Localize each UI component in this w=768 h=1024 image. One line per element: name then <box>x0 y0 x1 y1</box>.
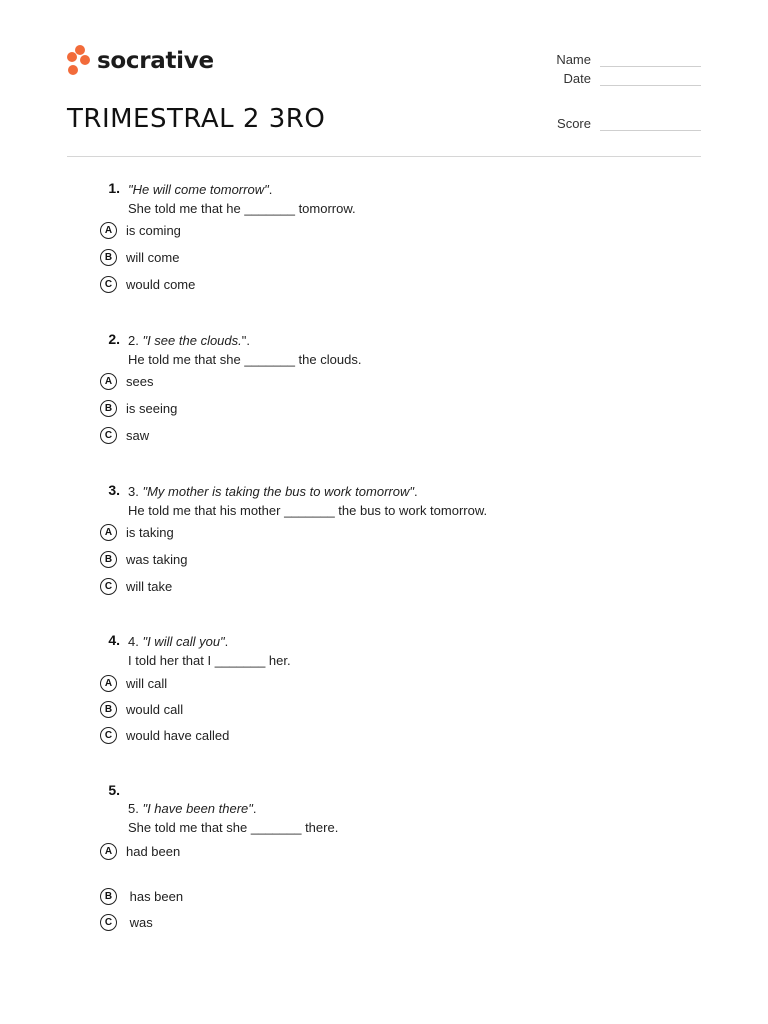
question-sentence: I told her that I _______ her. <box>128 653 291 668</box>
option-bubble[interactable]: A <box>100 222 117 239</box>
option-a[interactable] <box>100 673 167 693</box>
quote-suffix: . <box>252 801 257 816</box>
option-text: was taking <box>126 551 188 567</box>
quote: "My mother is taking the bus to work tomorrow" <box>142 484 414 499</box>
option-b[interactable] <box>100 699 183 719</box>
option-text: was <box>126 914 153 930</box>
option-bubble[interactable]: A <box>100 373 117 390</box>
option-b[interactable] <box>100 886 183 906</box>
option-a[interactable] <box>100 522 174 542</box>
name-label: Name <box>556 52 591 67</box>
option-text: has been <box>126 888 184 904</box>
page-title: TRIMESTRAL 2 3RO <box>67 104 326 134</box>
question-prompt <box>128 799 338 837</box>
question-sentence: He told me that she _______ the clouds. <box>128 352 362 367</box>
option-text: would come <box>126 276 196 292</box>
quote: "I see the clouds. <box>142 333 242 348</box>
option-text: sees <box>126 373 154 389</box>
quote: "I have been there" <box>142 801 253 816</box>
question-prompt <box>128 482 487 520</box>
question-sentence: He told me that his mother _______ the bus to work tomorrow. <box>128 503 488 518</box>
name-line <box>600 54 701 67</box>
option-bubble[interactable]: C <box>100 914 117 931</box>
question-number: 2. <box>108 331 120 347</box>
question-number: 5. <box>108 782 120 798</box>
option-text: will take <box>126 578 173 594</box>
question-sentence: She told me that he _______ tomorrow. <box>128 201 356 216</box>
option-c[interactable] <box>100 912 153 932</box>
question-number: 3. <box>108 482 120 498</box>
option-text: is coming <box>126 222 181 238</box>
date-label: Date <box>563 71 591 86</box>
option-c[interactable] <box>100 274 195 294</box>
option-bubble[interactable]: B <box>100 551 117 568</box>
quote-prefix: 3. <box>128 484 143 499</box>
option-bubble[interactable]: B <box>100 249 117 266</box>
option-text: would have called <box>126 727 230 743</box>
worksheet-header <box>0 0 768 160</box>
quote-prefix: 4. <box>128 634 143 649</box>
question-prompt <box>128 632 291 670</box>
socrative-logo-icon <box>67 44 93 78</box>
quote-suffix: . <box>413 484 418 499</box>
question-prompt <box>128 331 361 369</box>
option-bubble[interactable]: C <box>100 727 117 744</box>
option-c[interactable] <box>100 725 229 745</box>
quote-suffix: . <box>268 182 273 197</box>
quote-suffix: ". <box>241 333 250 348</box>
header-divider <box>67 156 701 157</box>
option-text: had been <box>126 843 181 859</box>
option-bubble[interactable]: B <box>100 400 117 417</box>
option-bubble[interactable]: A <box>100 675 117 692</box>
option-text: will come <box>126 249 180 265</box>
quote-prefix: 2. <box>128 333 143 348</box>
option-a[interactable] <box>100 841 180 861</box>
option-c[interactable] <box>100 425 149 445</box>
option-text: saw <box>126 427 150 443</box>
brand-name: socrative <box>97 48 214 74</box>
question-number: 1. <box>108 180 120 196</box>
option-text: would call <box>126 701 184 717</box>
option-b[interactable] <box>100 398 177 418</box>
option-b[interactable] <box>100 247 179 267</box>
option-bubble[interactable]: C <box>100 578 117 595</box>
option-a[interactable] <box>100 371 153 391</box>
score-field[interactable] <box>551 112 701 131</box>
quote: "I will call you" <box>142 634 225 649</box>
socrative-logo <box>67 44 214 78</box>
option-bubble[interactable]: B <box>100 701 117 718</box>
score-line <box>600 118 701 131</box>
quote-prefix: 5. <box>128 801 143 816</box>
option-bubble[interactable]: C <box>100 427 117 444</box>
question-sentence: She told me that she _______ there. <box>128 820 339 835</box>
student-fields <box>541 48 701 86</box>
option-bubble[interactable]: A <box>100 843 117 860</box>
option-bubble[interactable]: C <box>100 276 117 293</box>
name-field[interactable] <box>541 48 701 67</box>
date-field[interactable] <box>541 67 701 86</box>
option-c[interactable] <box>100 576 172 596</box>
option-text: is taking <box>126 524 174 540</box>
option-text: will call <box>126 675 168 691</box>
question-prompt <box>128 180 356 218</box>
score-label: Score <box>557 116 591 131</box>
question-number: 4. <box>108 632 120 648</box>
option-bubble[interactable]: A <box>100 524 117 541</box>
option-text: is seeing <box>126 400 178 416</box>
option-b[interactable] <box>100 549 187 569</box>
option-a[interactable] <box>100 220 181 240</box>
quote-suffix: . <box>224 634 229 649</box>
option-bubble[interactable]: B <box>100 888 117 905</box>
quote: "He will come tomorrow" <box>128 182 269 197</box>
date-line <box>600 73 701 86</box>
